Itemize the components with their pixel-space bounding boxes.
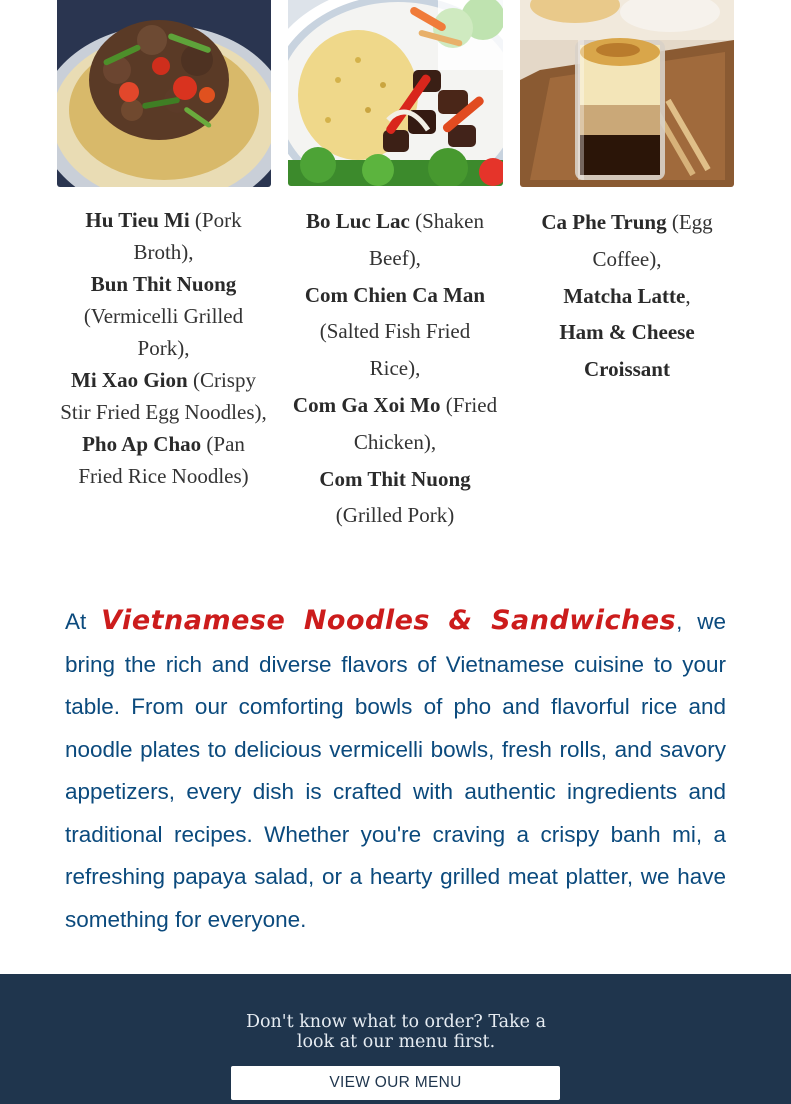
menu-item xyxy=(559,320,694,381)
menu-item-detail: (Fried Chicken), xyxy=(353,392,498,454)
dish-photo-shaken-beef xyxy=(288,0,503,186)
menu-item-name: Com Thit Nuong xyxy=(319,466,471,491)
intro-paragraph xyxy=(65,600,726,941)
menu-item-detail: (Egg Coffee), xyxy=(592,210,713,271)
dish-photo-egg-coffee xyxy=(520,0,734,187)
menu-item xyxy=(541,210,712,271)
menu-item-name: Pho Ap Chao xyxy=(82,432,202,456)
menu-column-drinks xyxy=(523,204,731,388)
cta-text: Don't know what to order? Take a look at our menu first. xyxy=(245,1012,547,1052)
menu-item-detail: (Pan Fried Rice Noodles) xyxy=(78,432,249,488)
menu-item-name: Matcha Latte xyxy=(563,283,686,308)
view-menu-button[interactable]: VIEW OUR MENU xyxy=(231,1066,560,1100)
menu-item-name: Bo Luc Lac xyxy=(306,209,410,233)
menu-item-name: Com Ga Xoi Mo xyxy=(292,392,441,417)
menu-item-name: Bun Thit Nuong xyxy=(90,272,237,296)
menu-item-detail: , xyxy=(685,283,691,308)
menu-item-detail: (Crispy Stir Fried Egg Noodles), xyxy=(60,368,267,424)
menu-item xyxy=(319,467,470,528)
menu-item-name: Ham & Cheese Croissant xyxy=(559,320,695,382)
noodles-dish-image xyxy=(57,0,271,187)
menu-column-noodles xyxy=(60,204,267,492)
shaken-beef-dish-image xyxy=(288,0,503,186)
dish-photo-noodles xyxy=(57,0,271,187)
menu-item-detail: (Vermicelli Grilled Pork), xyxy=(83,304,244,360)
menu-column-rice xyxy=(292,203,498,534)
menu-cta-section xyxy=(0,974,791,1104)
menu-item xyxy=(305,283,485,381)
menu-item xyxy=(78,432,248,488)
menu-item xyxy=(60,368,266,424)
menu-item-detail: (Grilled Pork) xyxy=(335,503,455,528)
menu-item-name: Hu Tieu Mi xyxy=(85,208,190,232)
menu-item-detail: (Salted Fish Fried Rice), xyxy=(319,319,471,381)
menu-item-name: Ca Phe Trung xyxy=(541,210,667,234)
menu-item-name: Mi Xao Gion xyxy=(71,368,188,392)
menu-item xyxy=(84,272,243,360)
brand-name: Vietnamese Noodles & Sandwiches xyxy=(101,605,677,636)
menu-item-detail: (Shaken Beef), xyxy=(369,209,484,270)
menu-item xyxy=(85,208,241,264)
menu-item xyxy=(306,209,484,270)
menu-item xyxy=(293,393,497,454)
intro-prefix: At xyxy=(65,609,102,634)
intro-text: , we bring the rich and diverse flavors of Vietnamese cuisine to your table. From our comforting bowls of pho and flavorful rice and noodle plates to delicious vermicelli bowls, fresh rolls, and savory appetizers, every dish is crafted with authentic ingredients and traditional recipes. Whether you're craving a crispy banh mi, a refreshing papaya salad, or a hearty grilled meat platter, we have something for everyone. xyxy=(65,609,726,932)
menu-item-detail: (Pork Broth), xyxy=(133,208,242,264)
menu-item-name: Com Chien Ca Man xyxy=(304,282,486,307)
menu-item xyxy=(563,284,690,308)
egg-coffee-image xyxy=(520,0,734,187)
